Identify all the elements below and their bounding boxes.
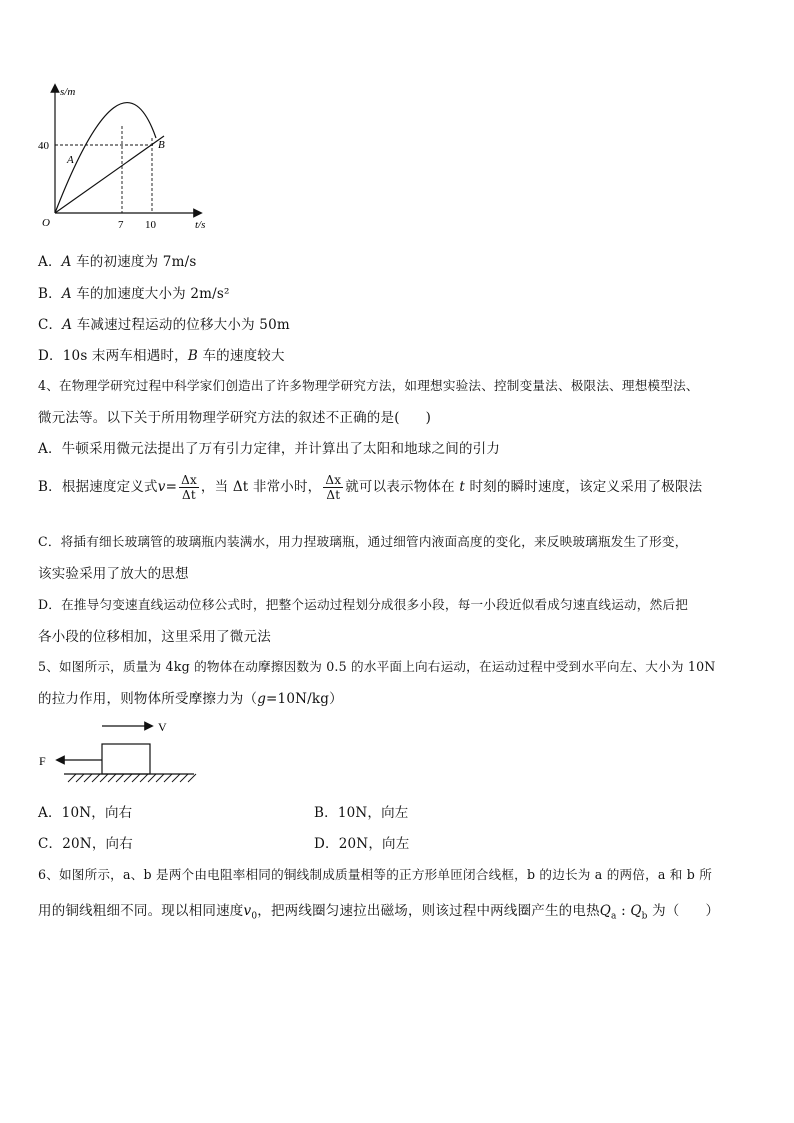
q4-stem-line1: 4、在物理学研究过程中科学家们创造出了许多物理学研究方法，如理想实验法、控制变量法、极限法、理想模型法、 (38, 378, 699, 393)
q4-stem-line2: 微元法等。以下关于所用物理学研究方法的叙述不正确的是( ) (38, 410, 432, 426)
block (102, 744, 150, 774)
delta-x-over-delta-t: $\frac{\Delta x}{\Delta t}$ (181, 473, 197, 502)
y-axis-label: s/m (60, 86, 76, 98)
q5-stem-line2: 的拉力作用，则物体所受摩擦力为（g=10N/kg） (38, 691, 343, 707)
q4-option-c-line2: 该实验采用了放大的思想 (38, 566, 189, 582)
delta-x-over-delta-t-2: $\frac{\Delta x}{\Delta t}$ (325, 473, 342, 502)
q3-option-a: A．A 车的初速度为 7m/s (38, 254, 197, 270)
q4-option-b: B．根据速度定义式v= $\frac{\Delta x}{\Delta t}$ ，当 Δt 非常小时， $\frac{\Delta x}{\Delta t}$ 就可以表示物体在 t 时刻的瞬时速度，该定义采用了极限法 (38, 473, 703, 502)
q5-option-d: D．20N，向左 (314, 836, 410, 852)
s-t-graph (30, 80, 220, 240)
q4-option-d-line1: D．在推导匀变速直线运动位移公式时，把整个运动过程划分成很多小段，每一小段近似看成匀速直线运动，然后把 (38, 597, 688, 612)
ground-hatching (68, 774, 196, 782)
y-tick-40: 40 (38, 140, 49, 152)
q4-option-d-line2: 各小段的位移相加，这里采用了微元法 (38, 629, 271, 645)
curve-a-label: A (67, 154, 74, 166)
velocity-label: V (158, 720, 167, 734)
x-tick-10: 10 (145, 219, 156, 231)
q3-option-c: C．A 车减速过程运动的位移大小为 50m (38, 317, 290, 333)
x-axis-label: t/s (195, 219, 206, 231)
curve-b-label: B (158, 139, 165, 151)
q5-option-b: B．10N，向左 (314, 805, 409, 821)
x-tick-7: 7 (118, 219, 124, 231)
q5-stem-line1: 5、如图所示，质量为 4kg 的物体在动摩擦因数为 0.5 的水平面上向右运动，在运动过程中受到水平向左、大小为 10N (38, 659, 716, 674)
q3-option-d: D．10s 末两车相遇时，B 车的速度较大 (38, 348, 285, 364)
force-label: F (39, 754, 46, 768)
q5-option-c: C．20N，向右 (38, 836, 133, 852)
q4-option-c-line1: C．将插有细长玻璃管的玻璃瓶内装满水，用力捏玻璃瓶，通过细管内液面高度的变化，来反映玻璃瓶发生了形变， (38, 534, 688, 549)
q3-option-b: B．A 车的加速度大小为 2m/s² (38, 286, 230, 302)
q4-option-a: A．牛顿采用微元法提出了万有引力定律，并计算出了太阳和地球之间的引力 (38, 441, 501, 457)
q6-stem-line1: 6、如图所示，a、b 是两个由电阻率相同的铜线制成质量相等的正方形单匝闭合线框，b 的边长为 a 的两倍，a 和 b 所 (38, 867, 713, 882)
q5-option-a: A．10N，向右 (38, 805, 133, 821)
block-diagram (34, 716, 204, 788)
q6-stem-line2: 用的铜线粗细不同。现以相同速度$v_0$，把两线圈匀速拉出磁场，则该过程中两线圈产生的电热$Q_a$ : $Q_b$ 为（ ） (38, 903, 720, 922)
origin-label: O (42, 217, 50, 229)
